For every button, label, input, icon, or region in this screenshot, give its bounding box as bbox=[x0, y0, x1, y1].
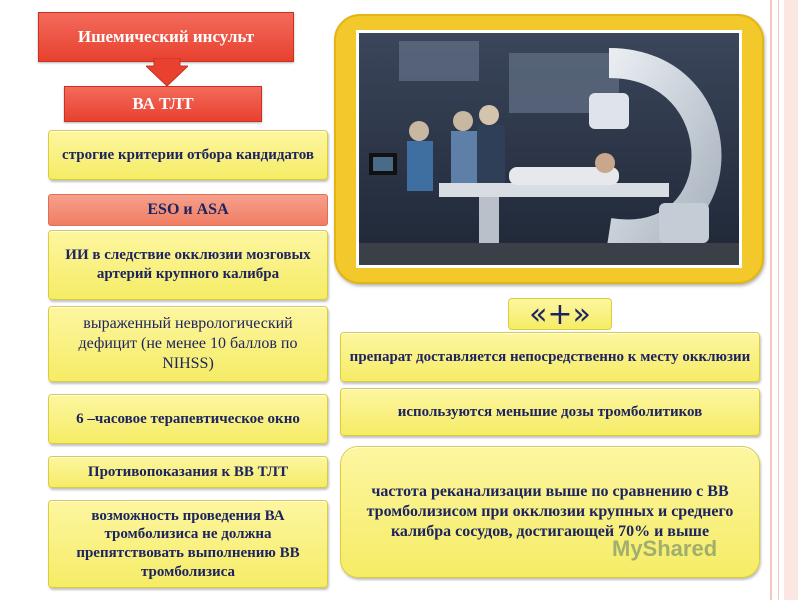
occlusion-box bbox=[48, 230, 328, 300]
deficit-box bbox=[48, 306, 328, 382]
deficit-label: выраженный неврологический дефицит (не менее 10 баллов по NIHSS) bbox=[78, 315, 298, 372]
window-label: 6 –часовое терапевтическое окно bbox=[76, 410, 300, 427]
ischemic-stroke-label: Ишемический инсульт bbox=[77, 27, 255, 47]
occlusion-label: ИИ в следствие окклюзии мозговых артерий крупного калибра bbox=[65, 247, 311, 282]
watermark-label: MyShared bbox=[612, 536, 718, 561]
contra-box bbox=[48, 456, 328, 488]
angiography-room-photo bbox=[356, 30, 742, 268]
plus-badge bbox=[508, 298, 612, 330]
eso-asa-box bbox=[48, 194, 328, 226]
angiography-illustration bbox=[359, 33, 739, 265]
doses-label: используются меньшие дозы тромболитиков bbox=[397, 403, 703, 420]
right-edge-decoration bbox=[766, 0, 800, 600]
window-box bbox=[48, 394, 328, 444]
eso-asa-label: ESO и ASA bbox=[147, 201, 229, 218]
contra-label: Противопоказания к ВВ ТЛТ bbox=[87, 463, 289, 480]
delivered-box bbox=[340, 332, 760, 382]
ischemic-stroke-box bbox=[38, 12, 294, 62]
plus-label: «+» bbox=[529, 296, 591, 332]
down-arrow-icon bbox=[146, 58, 188, 86]
possibility-box bbox=[48, 500, 328, 588]
doses-box bbox=[340, 388, 760, 436]
recanal-label: частота реканализации выше по сравнению с ВВ тромболизисом при окклюзии крупных и среднего калибра сосудов, достигающей 70% и выше bbox=[366, 483, 734, 540]
delivered-label: препарат доставляется непосредственно к месту окклюзии bbox=[349, 348, 751, 365]
criteria-box bbox=[48, 130, 328, 180]
possibility-label: возможность проведения ВА тромболизиса не должна препятствовать выполнению ВВ тромболизиса bbox=[76, 507, 300, 580]
watermark bbox=[612, 536, 717, 562]
criteria-label: строгие критерии отбора кандидатов bbox=[62, 146, 314, 163]
va-tlt-label: ВА ТЛТ bbox=[132, 94, 194, 114]
va-tlt-box bbox=[64, 86, 262, 122]
